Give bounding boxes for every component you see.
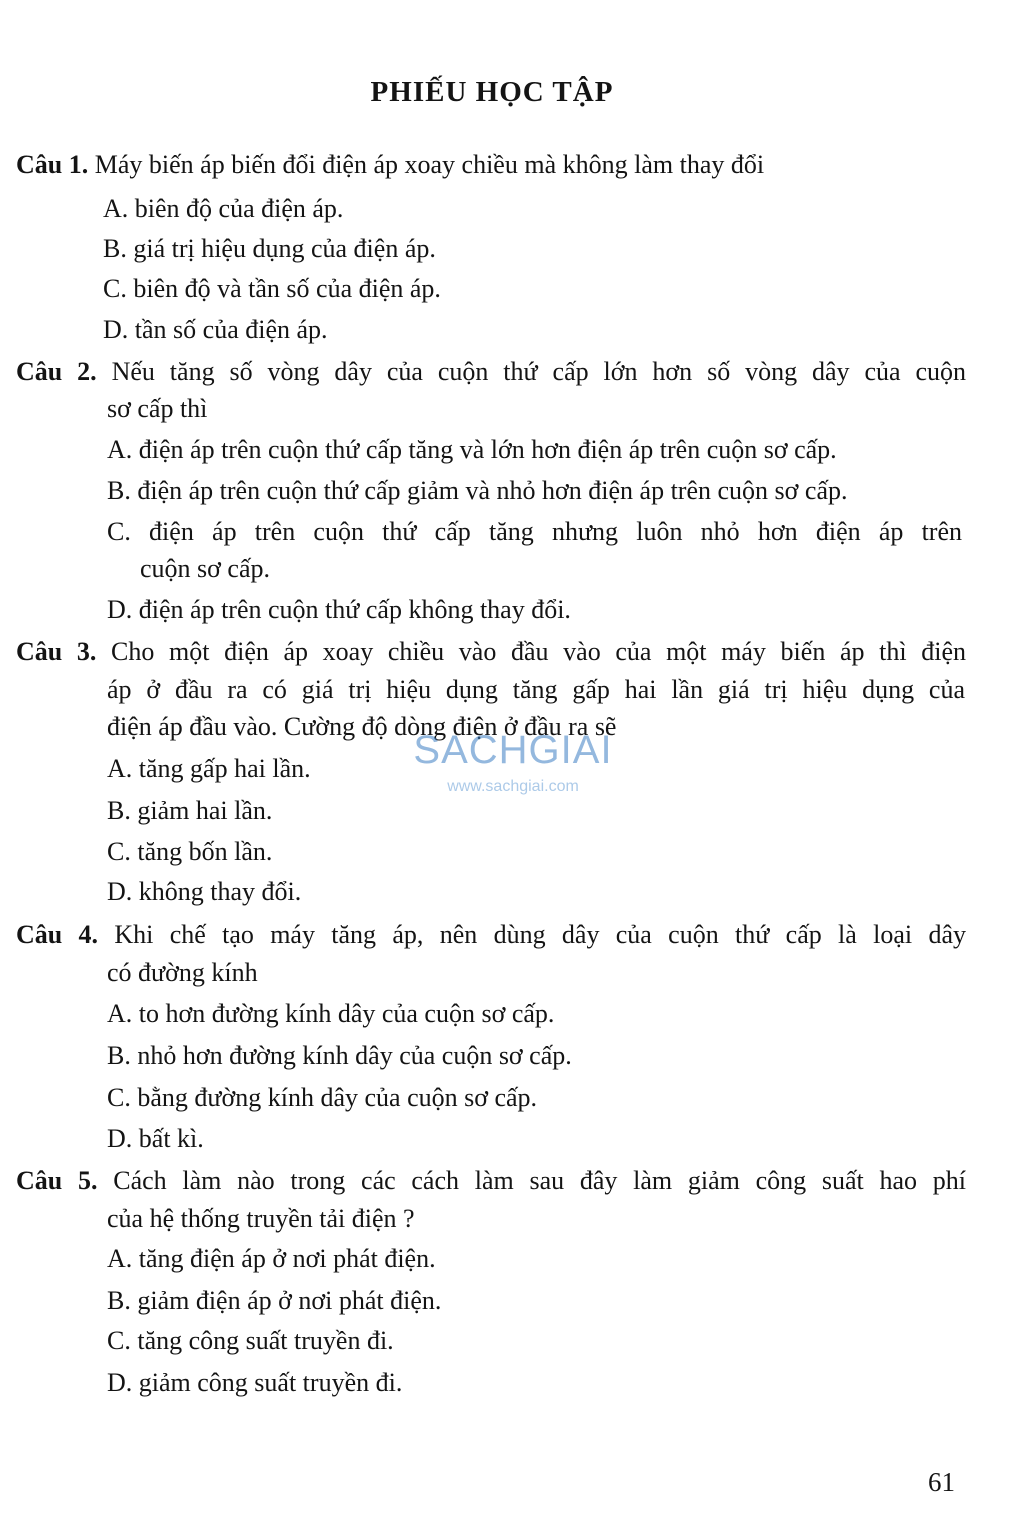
question-4-option-b: B. nhỏ hơn đường kính dây của cuộn sơ cấp. xyxy=(107,1041,572,1070)
question-2-option-c-line-2: cuộn sơ cấp. xyxy=(140,554,270,583)
question-4-option-a: A. to hơn đường kính dây của cuộn sơ cấp. xyxy=(107,999,555,1028)
question-2-option-c-line-1: C. điện áp trên cuộn thứ cấp tăng nhưng luôn nhỏ hơn điện áp trên xyxy=(107,517,962,546)
question-3-stem-text: Cho một điện áp xoay chiều vào đầu vào của một máy biến áp thì điện xyxy=(111,637,966,666)
page-number: 61 xyxy=(928,1467,955,1497)
watermark-url: www.sachgiai.com xyxy=(447,778,579,795)
question-3-option-c: C. tăng bốn lần. xyxy=(107,837,273,866)
question-1-option-c: C. biên độ và tần số của điện áp. xyxy=(103,274,441,303)
question-2-stem-text: Nếu tăng số vòng dây của cuộn thứ cấp lớn hơn số vòng dây của cuộn xyxy=(111,357,966,386)
watermark xyxy=(408,728,618,798)
question-5-stem-line-2: của hệ thống truyền tải điện ? xyxy=(107,1204,415,1233)
question-5-stem-text: Cách làm nào trong các cách làm sau đây làm giảm công suất hao phí xyxy=(113,1166,967,1195)
question-1-option-a: A. biên độ của điện áp. xyxy=(103,194,344,223)
question-2-number: Câu 2. xyxy=(16,357,97,386)
question-3-stem-line-1 xyxy=(16,633,966,671)
question-4-option-c: C. bằng đường kính dây của cuộn sơ cấp. xyxy=(107,1083,538,1112)
question-5-option-d: D. giảm công suất truyền đi. xyxy=(107,1368,403,1397)
question-5-option-a: A. tăng điện áp ở nơi phát điện. xyxy=(107,1244,436,1273)
question-3-option-d: D. không thay đổi. xyxy=(107,877,302,906)
question-3-number: Câu 3. xyxy=(16,637,97,666)
question-5-option-c: C. tăng công suất truyền đi. xyxy=(107,1326,394,1355)
question-1-stem-line-1 xyxy=(16,146,966,184)
question-3-option-a: A. tăng gấp hai lần. xyxy=(107,754,311,783)
question-1-option-b: B. giá trị hiệu dụng của điện áp. xyxy=(103,234,436,263)
question-3-option-b: B. giảm hai lần. xyxy=(107,796,273,825)
question-4-option-d: D. bất kì. xyxy=(107,1124,204,1153)
question-1-option-d: D. tần số của điện áp. xyxy=(103,315,328,344)
question-2-stem-line-1 xyxy=(16,353,966,391)
question-1-stem-text: Máy biến áp biến đổi điện áp xoay chiều mà không làm thay đổi xyxy=(94,150,765,179)
question-3-stem-line-2: áp ở đầu ra có giá trị hiệu dụng tăng gấp hai lần giá trị hiệu dụng của xyxy=(107,675,965,704)
question-5-number: Câu 5. xyxy=(16,1166,98,1195)
question-4-number: Câu 4. xyxy=(16,920,99,949)
question-2-option-a: A. điện áp trên cuộn thứ cấp tăng và lớn hơn điện áp trên cuộn sơ cấp. xyxy=(107,435,837,464)
watermark-logo: SACHGIAI xyxy=(413,728,613,772)
question-2-option-d: D. điện áp trên cuộn thứ cấp không thay đổi. xyxy=(107,595,571,624)
question-4-stem-line-2: có đường kính xyxy=(107,958,258,987)
question-4-stem-text: Khi chế tạo máy tăng áp, nên dùng dây của cuộn thứ cấp là loại dây xyxy=(114,920,966,949)
question-5-stem-line-1 xyxy=(16,1162,966,1200)
page-title: PHIẾU HỌC TẬP xyxy=(370,76,614,108)
question-5-option-b: B. giảm điện áp ở nơi phát điện. xyxy=(107,1286,442,1315)
question-2-option-b: B. điện áp trên cuộn thứ cấp giảm và nhỏ hơn điện áp trên cuộn sơ cấp. xyxy=(107,476,848,505)
question-4-stem-line-1 xyxy=(16,916,966,954)
question-3-stem-line-3: điện áp đầu vào. Cường độ dòng điện ở đầu ra sẽ xyxy=(107,712,617,741)
question-2-stem-line-2: sơ cấp thì xyxy=(107,394,208,423)
question-1-number: Câu 1. xyxy=(16,150,89,179)
